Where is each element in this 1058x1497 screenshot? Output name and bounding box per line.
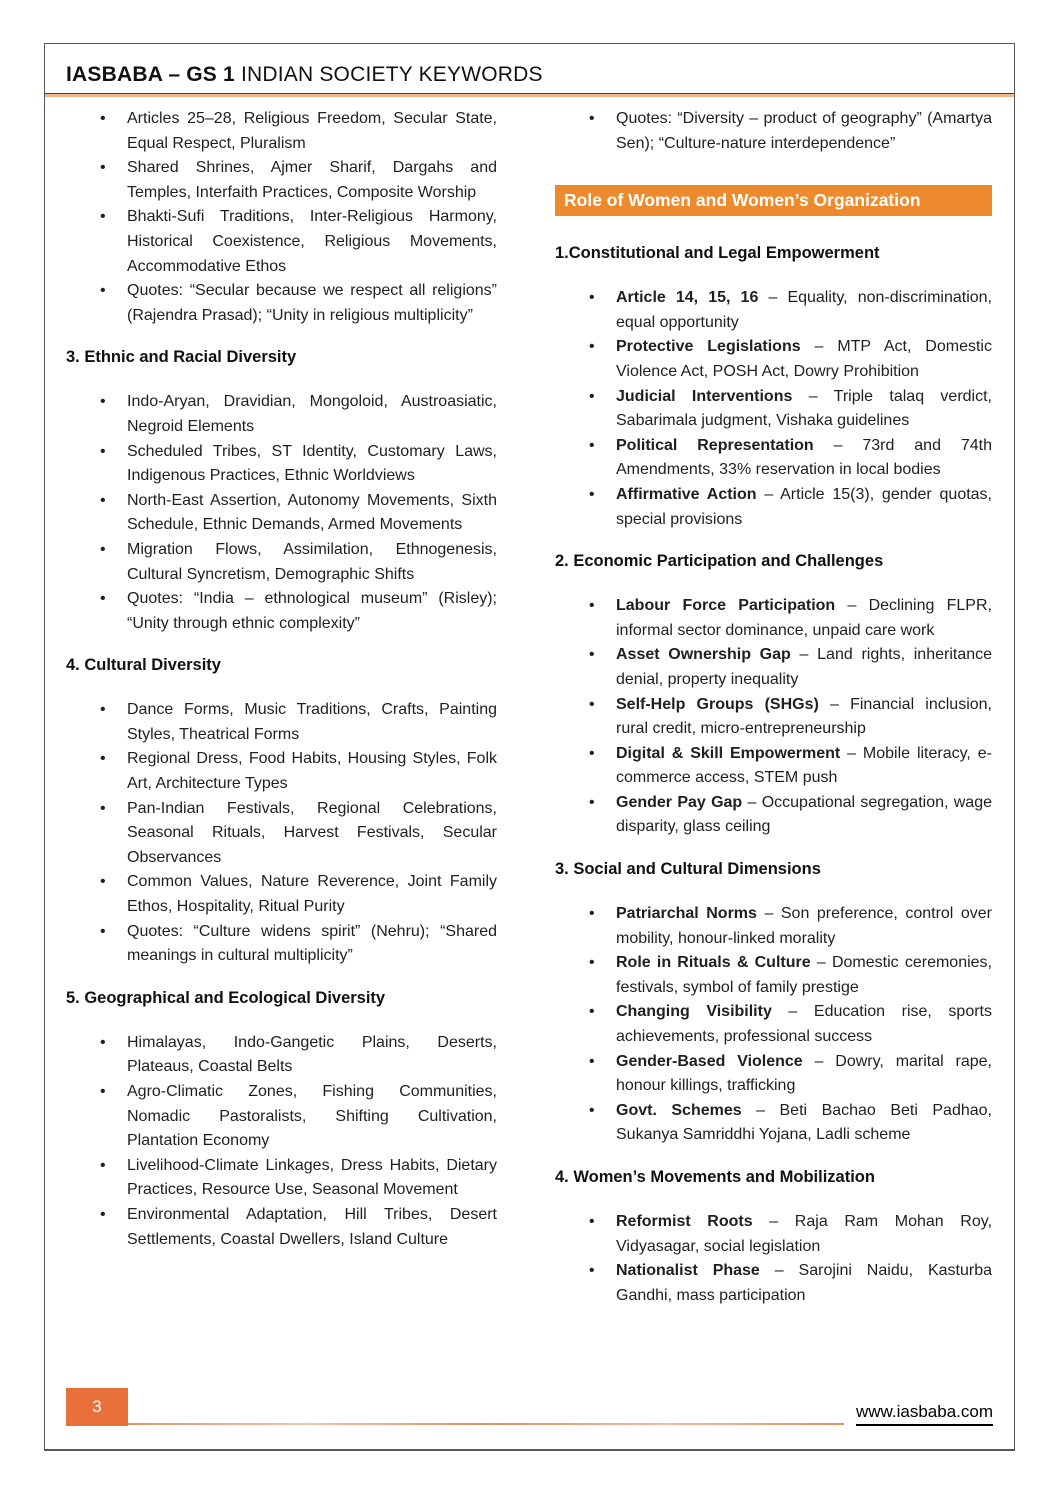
bullet-keyword: Labour Force Participation [616, 597, 836, 615]
bullet-icon: • [100, 282, 106, 300]
bullet-icon: • [100, 1156, 106, 1174]
bullet-text [127, 440, 497, 489]
section-heading: 1.Constitutional and Legal Empowerment [555, 244, 880, 263]
bullet-icon: • [100, 1205, 106, 1223]
bullet-text [127, 1154, 497, 1203]
bullet-icon: • [589, 597, 595, 615]
section-heading: 2. Economic Participation and Challenges [555, 552, 884, 571]
section-heading: 3. Social and Cultural Dimensions [555, 860, 821, 879]
document-page [44, 43, 1015, 1451]
bullet-keyword: Patriarchal Norms [616, 905, 757, 923]
bullet-icon: • [100, 208, 106, 226]
bullet-description: Bhakti-Sufi Traditions, Inter-Religious Harmony, Historical Coexistence, Religious Movements, Accommodative Ethos [127, 208, 497, 275]
bullet-text [616, 742, 992, 791]
page-number-badge: 3 [66, 1388, 128, 1426]
bullet-text [616, 1000, 992, 1049]
bullet-keyword: Asset Ownership Gap [616, 646, 791, 664]
bullet-text [616, 286, 992, 335]
bullet-description: Common Values, Nature Reverence, Joint Family Ethos, Hospitality, Ritual Purity [127, 873, 497, 916]
bullet-keyword: Reformist Roots [616, 1213, 753, 1230]
page-title [66, 62, 993, 88]
bullet-item [555, 951, 992, 1000]
bullet-icon: • [100, 1083, 106, 1100]
bullet-item [66, 870, 497, 919]
bullet-item [555, 286, 992, 335]
bullet-description: Dance Forms, Music Traditions, Crafts, Painting Styles, Theatrical Forms [127, 701, 497, 743]
bullet-description: Pan-Indian Festivals, Regional Celebrations, Seasonal Rituals, Harvest Festivals, Secular Observances [127, 799, 497, 866]
bullet-text [127, 1031, 497, 1080]
bullet-icon: • [100, 110, 106, 127]
bullet-icon: • [589, 1003, 595, 1021]
bullet-icon: • [100, 750, 106, 768]
bullet-description: Scheduled Tribes, ST Identity, Customary Laws, Indigenous Practices, Ethnic Worldviews [127, 442, 497, 485]
bullet-description: – Financial inclusion, rural credit, micro-entrepreneurship [616, 695, 993, 738]
bullet-icon: • [589, 1052, 595, 1070]
bullet-item [555, 1050, 992, 1099]
bullet-icon: • [589, 954, 595, 972]
bullet-text [616, 1099, 992, 1148]
website-link[interactable]: www.iasbaba.com [856, 1401, 993, 1426]
bullet-text [127, 489, 497, 538]
bullet-description: – Dowry, marital rape, honour killings, trafficking [616, 1052, 992, 1095]
bullet-icon: • [589, 485, 595, 503]
bullet-icon: • [100, 701, 106, 719]
bullet-text [127, 538, 497, 587]
bullet-text [127, 797, 497, 871]
bullet-description: – Occupational segregation, wage disparity, glass ceiling [616, 793, 992, 836]
bullet-keyword: Article 14, 15, 16 [616, 289, 759, 307]
bullet-description: – Domestic ceremonies, festivals, symbol of family prestige [616, 954, 992, 996]
bullet-keyword: Protective Legislations [616, 338, 801, 356]
bullet-keyword: Self-Help Groups (SHGs) [616, 695, 819, 713]
bullet-description: – Mobile literacy, e-commerce access, STEM push [616, 744, 992, 787]
section-heading: 5. Geographical and Ecological Diversity [66, 988, 386, 1007]
bullet-text [127, 587, 497, 636]
bullet-item [555, 693, 992, 742]
bullet-item [555, 1099, 992, 1148]
section-heading: 3. Ethnic and Racial Diversity [66, 348, 297, 367]
bullet-icon: • [100, 873, 106, 891]
bullet-text [616, 1050, 992, 1099]
bullet-icon: • [100, 442, 106, 460]
bullet-item [66, 1203, 497, 1252]
bullet-keyword: Affirmative Action [616, 485, 757, 503]
bullet-icon: • [589, 338, 595, 356]
bullet-text [127, 1203, 497, 1252]
bullet-text [127, 205, 497, 279]
page-footer [66, 1388, 993, 1426]
bullet-icon: • [589, 110, 595, 127]
bullet-description: – 73rd and 74th Amendments, 33% reservation in local bodies [616, 436, 992, 479]
bullet-item [66, 920, 497, 969]
bullet-icon: • [100, 799, 106, 817]
bullet-description: North-East Assertion, Autonomy Movements, Sixth Schedule, Ethnic Demands, Armed Movements [127, 491, 497, 534]
bullet-text [616, 951, 992, 1000]
bullet-item [66, 538, 497, 587]
bullet-text [127, 156, 497, 205]
bullet-icon: • [589, 1213, 595, 1230]
bullet-description: – MTP Act, Domestic Violence Act, POSH Act, Dowry Prohibition [616, 338, 992, 380]
right-column [555, 107, 992, 1308]
bullet-keyword: Judicial Interventions [616, 387, 793, 405]
footer-divider [128, 1423, 844, 1425]
header-divider [45, 93, 1014, 97]
bullet-icon: • [589, 436, 595, 454]
bullet-text [616, 594, 992, 643]
bullet-item [66, 390, 497, 439]
bullet-description: – Land rights, inheritance denial, property inequality [616, 646, 993, 688]
bullet-description: Quotes: “Secular because we respect all religions” (Rajendra Prasad); “Unity in religious multiplicity” [127, 282, 497, 324]
bullet-description: – Son preference, control over mobility, honour-linked morality [616, 905, 992, 947]
bullet-text [616, 1259, 992, 1308]
bullet-description: Quotes: “Diversity – product of geography” (Amartya Sen); “Culture-nature interdependence” [616, 110, 992, 152]
bullet-keyword: Govt. Schemes [616, 1101, 742, 1119]
bullet-item [66, 107, 497, 156]
section-banner: Role of Women and Women’s Organization [555, 185, 992, 216]
bullet-description: – Beti Bachao Beti Padhao, Sukanya Samriddhi Yojana, Ladli scheme [616, 1101, 992, 1144]
bullet-icon: • [589, 1262, 595, 1280]
page-title-brand: IASBABA – GS 1 [66, 63, 235, 86]
bullet-text [127, 1080, 497, 1154]
bullet-keyword: Political Representation [616, 436, 814, 454]
bullet-item [66, 698, 497, 747]
bullet-item [66, 1080, 497, 1154]
bullet-keyword: Gender Pay Gap [616, 793, 743, 811]
bullet-description: – Raja Ram Mohan Roy, Vidyasagar, social legislation [616, 1213, 993, 1255]
bullet-text [616, 902, 992, 951]
bullet-item [66, 747, 497, 796]
bullet-icon: • [589, 289, 595, 307]
bullet-item [555, 742, 992, 791]
bullet-icon: • [589, 646, 595, 664]
bullet-item [66, 440, 497, 489]
section-heading: 4. Cultural Diversity [66, 656, 221, 675]
bullet-description: Livelihood-Climate Linkages, Dress Habits, Dietary Practices, Resource Use, Seasonal Movement [127, 1156, 497, 1199]
bullet-keyword: Role in Rituals & Culture [616, 954, 811, 972]
bullet-icon: • [100, 491, 106, 509]
bullet-description: Regional Dress, Food Habits, Housing Styles, Folk Art, Architecture Types [127, 750, 497, 793]
bullet-icon: • [100, 540, 106, 558]
bullet-text [127, 747, 497, 796]
bullet-item [66, 587, 497, 636]
bullet-description: Quotes: “India – ethnological museum” (Risley); “Unity through ethnic complexity” [127, 590, 497, 632]
bullet-item [66, 205, 497, 279]
bullet-icon: • [589, 744, 595, 762]
bullet-keyword: Digital & Skill Empowerment [616, 744, 841, 762]
bullet-description: Indo-Aryan, Dravidian, Mongoloid, Austroasiatic, Negroid Elements [127, 393, 497, 435]
bullet-description: – Education rise, sports achievements, professional success [616, 1003, 992, 1046]
bullet-item [555, 902, 992, 951]
bullet-item [555, 1000, 992, 1049]
page-header [45, 44, 1014, 88]
bullet-description: Himalayas, Indo-Gangetic Plains, Deserts, Plateaus, Coastal Belts [127, 1033, 497, 1076]
bullet-icon: • [589, 793, 595, 811]
bullet-text [127, 107, 497, 156]
bullet-item [555, 385, 992, 434]
bullet-description: Agro-Climatic Zones, Fishing Communities, Nomadic Pastoralists, Shifting Cultivation, Plantation Economy [127, 1083, 497, 1150]
bullet-text [616, 434, 992, 483]
bullet-description: Environmental Adaptation, Hill Tribes, Desert Settlements, Coastal Dwellers, Island Culture [127, 1205, 497, 1248]
bullet-keyword: Gender-Based Violence [616, 1052, 803, 1070]
bullet-item [66, 797, 497, 871]
bullet-icon: • [100, 393, 106, 411]
bullet-text [127, 870, 497, 919]
bullet-description: – Equality, non-discrimination, equal opportunity [616, 289, 992, 331]
bullet-description: – Triple talaq verdict, Sabarimala judgment, Vishaka guidelines [616, 387, 993, 430]
bullet-item [66, 1031, 497, 1080]
bullet-text [127, 698, 497, 747]
bullet-item [555, 594, 992, 643]
page-title-subject: INDIAN SOCIETY KEYWORDS [234, 63, 543, 86]
bullet-icon: • [100, 1033, 106, 1051]
bullet-item [555, 643, 992, 692]
bullet-description: – Declining FLPR, informal sector dominance, unpaid care work [616, 597, 992, 639]
bullet-item [66, 1154, 497, 1203]
bullet-icon: • [589, 695, 595, 713]
bullet-icon: • [100, 590, 106, 608]
bullet-icon: • [589, 1101, 595, 1119]
bullet-icon: • [100, 159, 106, 177]
bullet-text [127, 920, 497, 969]
bullet-item [555, 1259, 992, 1308]
bullet-description: Migration Flows, Assimilation, Ethnogenesis, Cultural Syncretism, Demographic Shifts [127, 540, 497, 583]
bullet-description: – Article 15(3), gender quotas, special provisions [616, 485, 993, 528]
bullet-item [555, 791, 992, 840]
bullet-icon: • [589, 387, 595, 405]
bullet-description: Shared Shrines, Ajmer Sharif, Dargahs and Temples, Interfaith Practices, Composite Worship [127, 159, 497, 201]
section-heading: 4. Women’s Movements and Mobilization [555, 1168, 875, 1186]
bullet-text [127, 279, 497, 328]
bullet-text [616, 483, 992, 532]
bullet-item [555, 107, 992, 156]
bullet-item [66, 489, 497, 538]
bullet-description: – Sarojini Naidu, Kasturba Gandhi, mass participation [616, 1262, 993, 1304]
bullet-item [555, 483, 992, 532]
bullet-description: Quotes: “Culture widens spirit” (Nehru); “Shared meanings in cultural multiplicity” [127, 922, 497, 965]
bullet-description: Articles 25–28, Religious Freedom, Secular State, Equal Respect, Pluralism [127, 110, 497, 152]
bullet-item [555, 1210, 992, 1259]
left-column [66, 107, 497, 1308]
bullet-keyword: Nationalist Phase [616, 1262, 760, 1280]
bullet-text [616, 385, 992, 434]
bullet-item [555, 335, 992, 384]
bullet-item [555, 434, 992, 483]
bullet-icon: • [100, 922, 106, 940]
bullet-text [127, 390, 497, 439]
bullet-text [616, 643, 992, 692]
bullet-text [616, 693, 992, 742]
bullet-item [66, 156, 497, 205]
bullet-text [616, 107, 992, 156]
bullet-text [616, 1210, 992, 1259]
bullet-icon: • [589, 905, 595, 923]
bullet-item [66, 279, 497, 328]
content-columns [45, 107, 1014, 1308]
bullet-keyword: Changing Visibility [616, 1003, 772, 1021]
bullet-text [616, 791, 992, 840]
bullet-text [616, 335, 992, 384]
